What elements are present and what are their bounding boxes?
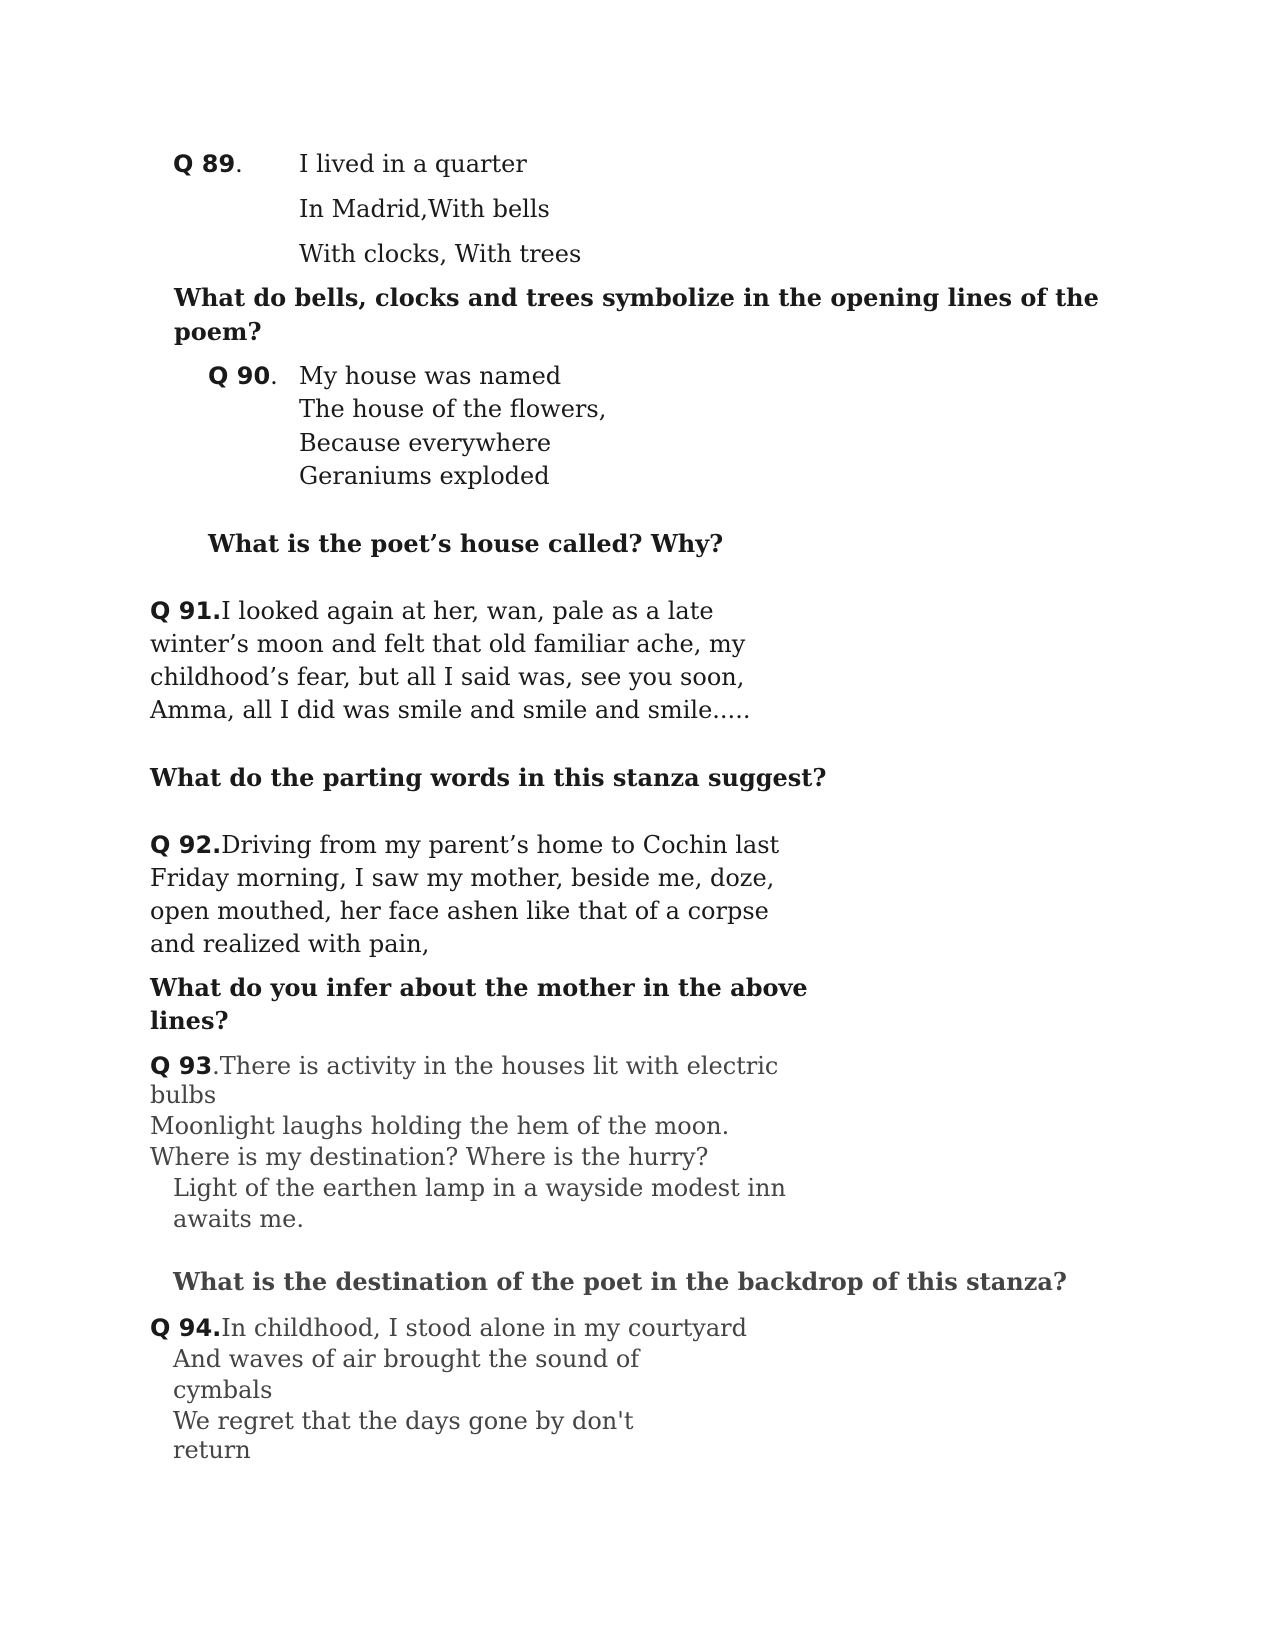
- q90-line-1: My house was named: [299, 362, 562, 390]
- q93-line-4: Where is my destination? Where is the hurry?: [150, 1143, 709, 1171]
- q92-line-1: Q 92.Driving from my parent’s home to Cochin last: [150, 831, 780, 859]
- q94-line-5: return: [173, 1436, 251, 1464]
- q89-question-line-1: What do bells, clocks and trees symbolize in the opening lines of the: [174, 283, 1099, 312]
- q91-question: What do the parting words in this stanza suggest?: [150, 763, 827, 792]
- q91-line-2: winter’s moon and felt that old familiar ache, my: [150, 630, 746, 658]
- q93-line-3: Moonlight laughs holding the hem of the moon.: [150, 1112, 730, 1140]
- q92-line-2: Friday morning, I saw my mother, beside me, doze,: [150, 864, 775, 892]
- q91-line-4: Amma, all I did was smile and smile and smile.....: [150, 696, 751, 724]
- q94-line-3: cymbals: [173, 1376, 273, 1404]
- q94-line-1: Q 94.In childhood, I stood alone in my courtyard: [150, 1314, 747, 1342]
- q89-line-1: I lived in a quarter: [299, 150, 527, 178]
- q90-line-2: The house of the flowers,: [299, 395, 607, 423]
- q89-line-3: With clocks, With trees: [299, 240, 582, 268]
- q92-question-line-2: lines?: [150, 1006, 229, 1035]
- q93-line-1: Q 93.There is activity in the houses lit with electric: [150, 1052, 779, 1080]
- q92-question-line-1: What do you infer about the mother in the above: [150, 973, 808, 1002]
- q94-line-2: And waves of air brought the sound of: [173, 1345, 640, 1373]
- q94-line-4: We regret that the days gone by don't: [173, 1407, 634, 1435]
- q93-line-6: awaits me.: [173, 1205, 305, 1233]
- q91-line-1: Q 91.I looked again at her, wan, pale as a late: [150, 597, 714, 625]
- q92-line-4: and realized with pain,: [150, 930, 430, 958]
- q93-line-5: Light of the earthen lamp in a wayside modest inn: [173, 1174, 786, 1202]
- q92-line-3: open mouthed, her face ashen like that of a corpse: [150, 897, 769, 925]
- q89-question-line-2: poem?: [174, 317, 262, 346]
- q90-label: Q 90.: [208, 362, 278, 390]
- q90-question: What is the poet’s house called? Why?: [208, 529, 724, 558]
- q93-question: What is the destination of the poet in the backdrop of this stanza?: [173, 1267, 1067, 1296]
- q91-line-3: childhood’s fear, but all I said was, see you soon,: [150, 663, 745, 691]
- q89-label: Q 89.: [173, 150, 243, 178]
- q89-line-2: In Madrid,With bells: [299, 195, 550, 223]
- q93-line-2: bulbs: [150, 1081, 217, 1109]
- q90-line-4: Geraniums exploded: [299, 462, 550, 490]
- q90-line-3: Because everywhere: [299, 429, 552, 457]
